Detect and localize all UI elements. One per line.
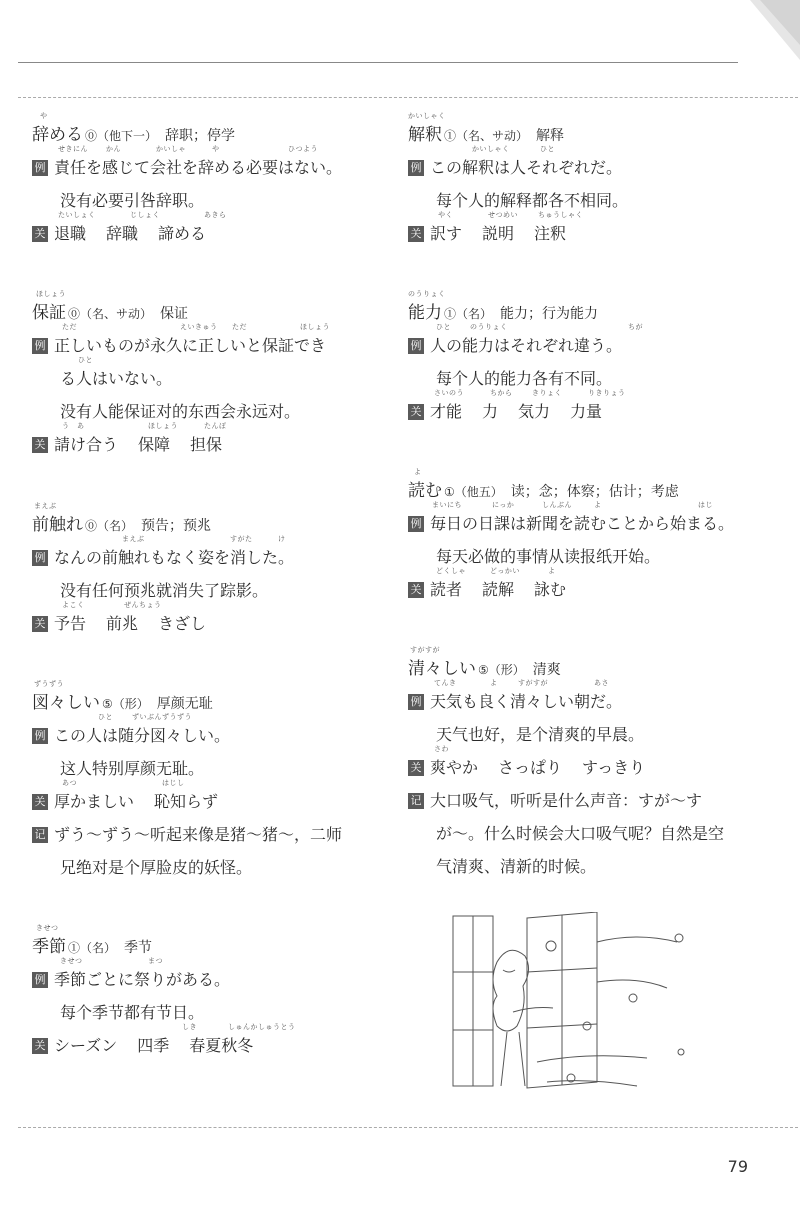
headword-ruby: ほしょう [36, 290, 66, 298]
example-sentence: 人の能力はそれぞれ違う。 [430, 336, 623, 355]
headword-ruby: きせつ [36, 924, 59, 932]
example-line [408, 323, 768, 362]
note-text: ずう～ずう～听起来像是猪～猪～，二师 [54, 825, 343, 844]
example-badge: 例 [32, 550, 48, 566]
meaning: 能力；行为能力 [500, 306, 599, 322]
related-word: 読解 [482, 580, 515, 599]
related-word: 注釈 [534, 224, 567, 243]
translation: 没有任何预兆就消失了踪影。 [60, 581, 269, 600]
related-word: 説明 [482, 224, 515, 243]
related-line [408, 389, 768, 428]
meaning: 解释 [536, 128, 565, 144]
headword: 保証 [32, 303, 66, 323]
translation: 每个季节都有节日。 [60, 1003, 205, 1022]
related-ruby: たいしょく [58, 211, 96, 219]
translation: 每个人的解释都各不相同。 [436, 191, 629, 210]
related-badge: 关 [32, 1038, 48, 1054]
headword: 解釈 [408, 125, 442, 145]
headword-ruby: まえぶ [34, 502, 57, 510]
related-badge: 关 [32, 226, 48, 242]
headword-ruby: ずうずう [34, 680, 64, 688]
related-ruby: ちから [490, 389, 513, 397]
headword: 辞める [32, 125, 83, 145]
related-word: 予告 [54, 614, 87, 633]
header-rule [18, 62, 738, 63]
example-ruby: ひつよう [288, 145, 318, 153]
entry-yameru [32, 112, 392, 250]
headword: 清々しい [408, 659, 476, 679]
part-of-speech: ①（他五） [444, 485, 503, 499]
example-ruby: すがた [230, 535, 253, 543]
example-line [32, 957, 392, 996]
headword-ruby: のうりょく [408, 290, 446, 298]
example-ruby: まつ [148, 957, 163, 965]
example-ruby: きせつ [60, 957, 83, 965]
related-ruby: う あ [62, 422, 85, 430]
example-sentence-cont: る人はいない。 [60, 369, 173, 388]
top-dashed-rule [18, 97, 798, 98]
related-line [32, 422, 392, 461]
related-word: さっぱり [498, 758, 563, 777]
related-ruby: しゅんかしゅうとう [228, 1023, 296, 1031]
related-word: すっきり [582, 758, 646, 777]
note-line [32, 818, 392, 851]
related-ruby: よこく [62, 601, 85, 609]
example-line [32, 535, 392, 574]
related-badge: 关 [408, 226, 424, 242]
translation: 没有人能保证对的东西会永远对。 [60, 402, 301, 421]
example-ruby: あさ [594, 679, 609, 687]
example-ruby: ずいぶんずうずう [132, 713, 192, 721]
related-word: 力 [482, 402, 499, 421]
related-word: 恥知らず [154, 792, 219, 811]
example-sentence: 毎日の日課は新聞を読むことから始まる。 [430, 514, 735, 533]
meaning: 辞职；停学 [165, 128, 236, 144]
entry-kaishaku [408, 112, 768, 250]
related-ruby: せつめい [488, 211, 518, 219]
related-badge: 关 [32, 437, 48, 453]
related-word: 力量 [570, 402, 603, 421]
note-continuation: 气清爽、清新的时候。 [436, 857, 597, 876]
related-word: 担保 [190, 435, 223, 454]
meaning: 预告；预兆 [141, 518, 212, 534]
entry-yomu [408, 468, 768, 606]
example-line [32, 713, 392, 752]
entry-head [408, 468, 768, 507]
related-word: 才能 [430, 402, 463, 421]
example-ruby: のうりょく [470, 323, 508, 331]
related-ruby: じしょく [130, 211, 160, 219]
headword: 前触れ [32, 515, 83, 535]
entry-head [408, 112, 768, 151]
related-line [32, 211, 392, 250]
meaning: 厚颜无耻 [156, 696, 213, 712]
example-ruby: てんき [434, 679, 457, 687]
window-girl-illustration [447, 912, 707, 1092]
part-of-speech: ⓪（他下一） [85, 129, 158, 143]
example-ruby: け [278, 535, 286, 543]
entry-head [32, 680, 392, 719]
headword: 能力 [408, 303, 442, 323]
example-sentence: 季節ごとに祭りがある。 [54, 970, 231, 989]
translation: 没有必要引咎辞职。 [60, 191, 205, 210]
example-ruby: はじ [698, 501, 713, 509]
example-badge: 例 [408, 694, 424, 710]
related-badge: 关 [32, 616, 48, 632]
example-continuation [32, 356, 392, 395]
example-line [408, 679, 768, 718]
example-badge: 例 [408, 160, 424, 176]
headword-ruby: かいしゃく [408, 112, 446, 120]
example-ruby: まえぶ [122, 535, 145, 543]
related-word: 訳す [430, 224, 463, 243]
related-word: 保障 [138, 435, 171, 454]
related-ruby: さわ [434, 745, 449, 753]
part-of-speech: ⑤（形） [102, 697, 149, 711]
example-ruby: ただ [62, 323, 77, 331]
related-line [32, 1023, 392, 1062]
page-number: 79 [727, 1157, 748, 1176]
entry-hosho [32, 290, 392, 461]
note-text: 大口吸气，听听是什么声音：すが～す [430, 791, 703, 810]
note-line [408, 784, 768, 817]
related-ruby: あつ [62, 779, 77, 787]
related-ruby: しき [182, 1023, 197, 1031]
related-word: 退職 [54, 224, 87, 243]
related-ruby: よ [548, 567, 556, 575]
entry-head [408, 290, 768, 329]
related-word: 諦める [158, 224, 207, 243]
entry-sugasugashii [408, 646, 768, 883]
example-line [32, 145, 392, 184]
example-ruby: かん [106, 145, 121, 153]
part-of-speech: ⓪（名、サ动） [68, 307, 153, 321]
example-ruby: かいしゃく [472, 145, 510, 153]
headword-ruby: よ [414, 468, 422, 476]
part-of-speech: ⑤（形） [478, 663, 525, 677]
related-word: 辞職 [106, 224, 139, 243]
related-badge: 关 [408, 582, 424, 598]
translation: 这人特别厚颜无耻。 [60, 759, 205, 778]
example-badge: 例 [32, 160, 48, 176]
note-continuation: 兄绝对是个厚脸皮的妖怪。 [60, 858, 253, 877]
part-of-speech: ①（名） [68, 941, 117, 955]
entry-kisetsu [32, 924, 392, 1062]
related-word: シーズン [54, 1036, 118, 1055]
bottom-dashed-rule [18, 1127, 798, 1128]
related-line [408, 745, 768, 784]
example-ruby: せきにん [58, 145, 88, 153]
entry-head [32, 924, 392, 963]
translation: 每个人的能力各有不同。 [436, 369, 613, 388]
meaning: 保证 [160, 306, 189, 322]
related-word: 厚かましい [54, 792, 135, 811]
related-badge: 关 [32, 794, 48, 810]
related-word: 前兆 [106, 614, 139, 633]
entry-head [408, 646, 768, 685]
example-ruby: にっか [492, 501, 515, 509]
example-sentence: 正しいものが永久に正しいと保証でき [54, 336, 327, 355]
example-ruby: ただ [232, 323, 247, 331]
headword-ruby: や [40, 112, 48, 120]
example-ruby: すがすが [518, 679, 548, 687]
example-ruby: ひと [78, 356, 93, 364]
headword: 図々しい [32, 693, 100, 713]
related-ruby: たんぽ [204, 422, 227, 430]
related-word: 四季 [137, 1036, 170, 1055]
meaning: 清爽 [532, 662, 561, 678]
related-badge: 关 [408, 404, 424, 420]
example-badge: 例 [32, 972, 48, 988]
example-sentence: なんの前触れもなく姿を消した。 [54, 548, 295, 567]
related-line [32, 601, 392, 640]
example-ruby: かいしゃ [156, 145, 186, 153]
related-word: 詠む [534, 580, 567, 599]
entry-zuzushii [32, 680, 392, 884]
related-ruby: ぜんちょう [124, 601, 162, 609]
example-ruby: よ [594, 501, 602, 509]
translation: 天气也好，是个清爽的早晨。 [436, 725, 645, 744]
related-word: きざし [158, 614, 207, 633]
example-ruby: しんぶん [542, 501, 572, 509]
related-ruby: さいのう [434, 389, 464, 397]
related-line [408, 567, 768, 606]
example-sentence: 天気も良く清々しい朝だ。 [430, 692, 623, 711]
part-of-speech: ①（名、サ动） [444, 129, 529, 143]
related-ruby: りきりょう [588, 389, 626, 397]
related-ruby: ほしょう [148, 422, 178, 430]
example-ruby: ちが [628, 323, 643, 331]
headword: 読む [408, 481, 442, 501]
example-sentence: この解釈は人それぞれだ。 [430, 158, 623, 177]
example-line [408, 145, 768, 184]
example-ruby: ほしょう [300, 323, 330, 331]
page-corner-decoration [730, 0, 800, 75]
part-of-speech: ⓪（名） [85, 519, 134, 533]
related-word: 爽やか [430, 758, 479, 777]
part-of-speech: ①（名） [444, 307, 493, 321]
example-ruby: よ [490, 679, 498, 687]
related-word: 気力 [518, 402, 551, 421]
entry-head [32, 502, 392, 541]
example-ruby: まいにち [432, 501, 462, 509]
example-line [408, 501, 768, 540]
related-ruby: きりょく [532, 389, 562, 397]
related-line [32, 779, 392, 818]
example-ruby: ひと [540, 145, 555, 153]
translation: 每天必做的事情从读报纸开始。 [436, 547, 661, 566]
example-badge: 例 [408, 338, 424, 354]
example-ruby: ひと [98, 713, 113, 721]
meaning: 读；念；体察；估计；考虑 [510, 484, 679, 500]
related-badge: 关 [408, 760, 424, 776]
related-word: 請け合う [54, 435, 119, 454]
related-word: 春夏秋冬 [189, 1036, 254, 1055]
related-ruby: ちゅうしゃく [538, 211, 583, 219]
example-sentence: この人は随分図々しい。 [54, 726, 231, 745]
entry-noryoku [408, 290, 768, 428]
example-badge: 例 [32, 728, 48, 744]
entry-maebure [32, 502, 392, 640]
example-ruby: や [212, 145, 220, 153]
headword: 季節 [32, 937, 66, 957]
example-ruby: ひと [436, 323, 451, 331]
note-badge: 记 [408, 793, 424, 809]
example-sentence: 責任を感じて会社を辞める必要はない。 [54, 158, 343, 177]
related-word: 読者 [430, 580, 463, 599]
headword-ruby: すがすが [410, 646, 440, 654]
example-ruby: えいきゅう [180, 323, 218, 331]
note-badge: 记 [32, 827, 48, 843]
related-ruby: あきら [204, 211, 227, 219]
example-badge: 例 [408, 516, 424, 532]
meaning: 季节 [124, 940, 153, 956]
related-ruby: やく [438, 211, 453, 219]
example-badge: 例 [32, 338, 48, 354]
related-ruby: どっかい [490, 567, 520, 575]
related-ruby: はじし [162, 779, 185, 787]
related-ruby: どくしゃ [436, 567, 466, 575]
related-line [408, 211, 768, 250]
note-continuation: が～。什么时候会大口吸气呢？自然是空 [436, 824, 725, 843]
